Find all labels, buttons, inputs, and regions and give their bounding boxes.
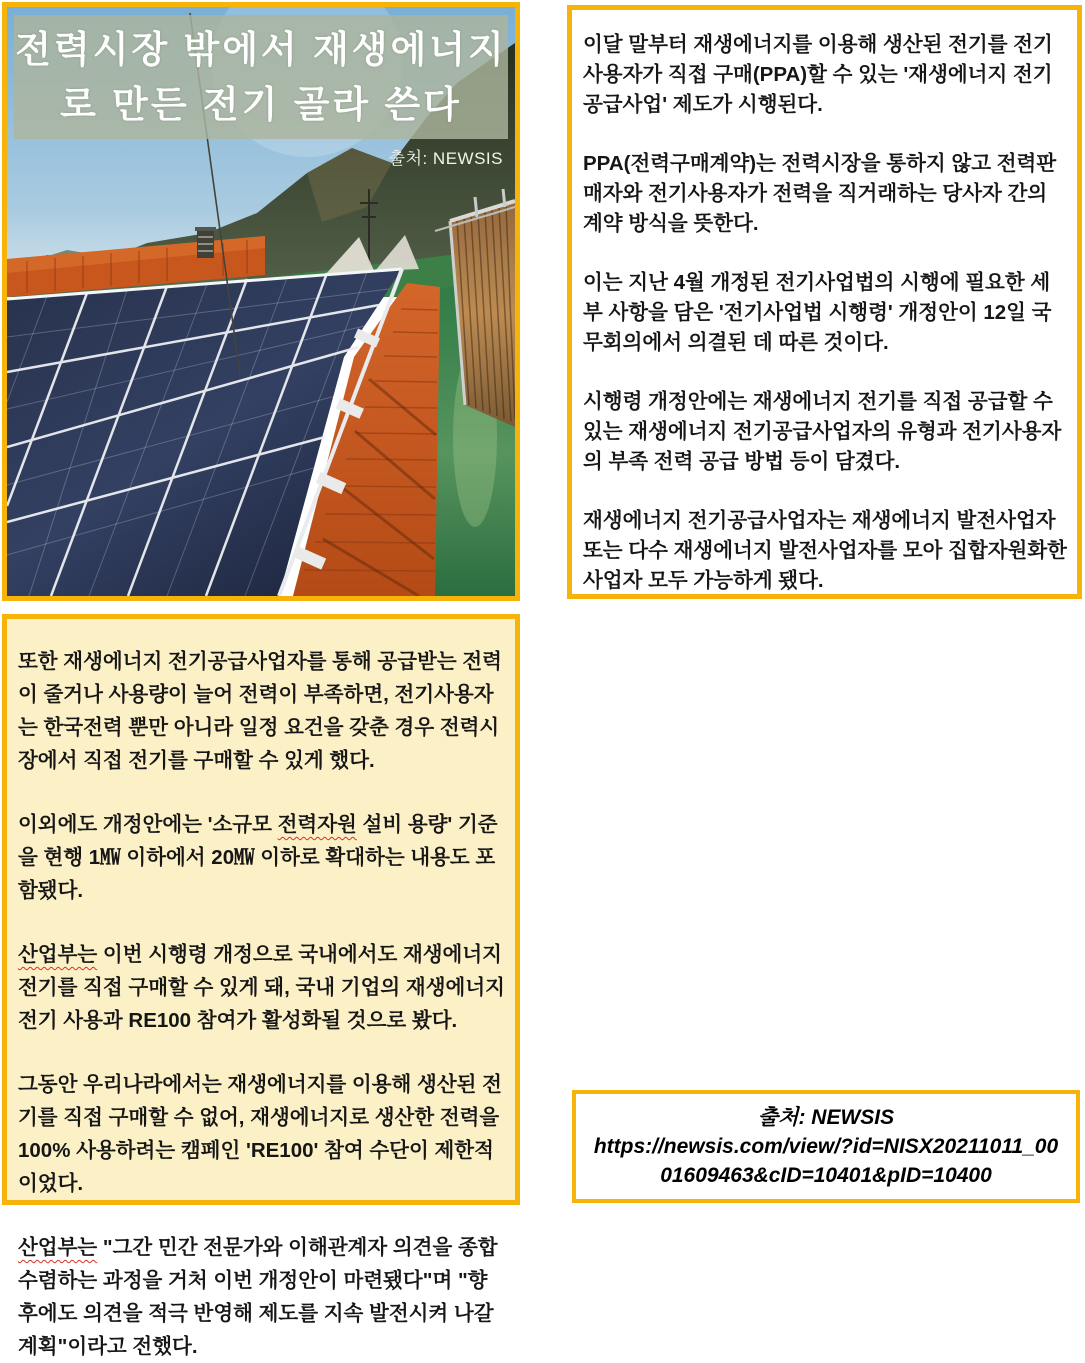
text-segment: 설비 용량' 기준을 현행 1㎿ 이하에서 20㎿ 이하로 확대하는 내용도 포함됐다.	[18, 813, 498, 902]
article-paragraph	[18, 1068, 506, 1200]
article-paragraph	[18, 808, 506, 907]
photo-card	[2, 2, 520, 601]
photo-title-line-1: 전력시장 밖에서 재생에너지	[15, 29, 507, 70]
misspelled-word: 산업부는	[18, 943, 98, 966]
article-paragraph	[583, 30, 1068, 120]
article-top-body	[583, 30, 1068, 596]
source-url: https://newsis.com/view/?id=NISX20211011_0001609463&cID=10401&pID=10400	[593, 1135, 1059, 1187]
photo-title-line-2: 로 만든 전기 골라 쓴다	[60, 84, 462, 125]
article-paragraph	[583, 387, 1068, 477]
text-segment: 그동안 우리나라에서는 재생에너지를 이용해 생산된 전기를 직접 구매할 수 없어, 재생에너지로 생산한 전력을 100% 사용하려는 캠페인 'RE100' 참여 수단이 제한적이었다.	[18, 1073, 502, 1195]
article-box-top	[567, 5, 1082, 599]
article-paragraph	[18, 1231, 506, 1363]
text-segment: 이외에도 개정안에는 '소규모	[18, 813, 278, 836]
misspelled-word: 전력자원	[277, 813, 357, 836]
text-segment: 시행령 개정안에는 재생에너지 전기를 직접 공급할 수 있는 재생에너지 전기공급사업자의 유형과 전기사용자의 부족 전력 공급 방법 등이 담겼다.	[583, 390, 1062, 473]
article-paragraph	[583, 506, 1068, 596]
text-segment: 또한 재생에너지 전기공급사업자를 통해 공급받는 전력이 줄거나 사용량이 늘어 전력이 부족하면, 전기사용자는 한국전력 뿐만 아니라 일정 요건을 갖춘 경우 전력시장에서 직접 전기를 구매할 수 있게 했다.	[18, 650, 502, 772]
solar-panel-photo	[7, 7, 515, 596]
text-segment: 이달 말부터 재생에너지를 이용해 생산된 전기를 전기사용자가 직접 구매(PPA)할 수 있는 '재생에너지 전기공급사업' 제도가 시행된다.	[583, 33, 1053, 116]
photo-title-overlay	[14, 15, 508, 139]
text-segment: 이번 시행령 개정으로 국내에서도 재생에너지 전기를 직접 구매할 수 있게 돼, 국내 기업의 재생에너지 전기 사용과 RE100 참여가 활성화될 것으로 봤다.	[18, 943, 505, 1032]
text-segment: "그간 민간 전문가와 이해관계자 의견을 종합 수렴하는 과정을 거처 이번 개정안이 마련됐다"며 "향후에도 의견을 적극 반영해 제도를 지속 발전시켜 나갈 계획"이라고 전했다.	[18, 1236, 498, 1358]
article-paragraph	[18, 645, 506, 777]
photo-credit: 출처: NEWSIS	[388, 149, 503, 168]
text-segment: 이는 지난 4월 개정된 전기사업법의 시행에 필요한 세부 사항을 담은 '전기사업법 시행령' 개정안이 12일 국무회의에서 의결된 데 따른 것이다.	[583, 271, 1052, 354]
article-paragraph	[18, 938, 506, 1037]
roof-vent	[195, 227, 216, 258]
article-paragraph	[583, 268, 1068, 358]
source-card	[572, 1090, 1080, 1203]
text-segment: 재생에너지 전기공급사업자는 재생에너지 발전사업자 또는 다수 재생에너지 발전사업자를 모아 집합자원화한 사업자 모두 가능하게 됐다.	[583, 509, 1067, 592]
misspelled-word: 산업부는	[18, 1236, 98, 1259]
article-box-bottom	[2, 614, 520, 1358]
source-credit: 출처: NEWSIS	[757, 1106, 895, 1129]
article-bottom-body	[18, 645, 506, 1363]
text-segment: PPA(전력구매계약)는 전력시장을 통하지 않고 전력판매자와 전기사용자가 전력을 직거래하는 당사자 간의 계약 방식을 뜻한다.	[583, 152, 1057, 235]
article-paragraph	[583, 149, 1068, 239]
